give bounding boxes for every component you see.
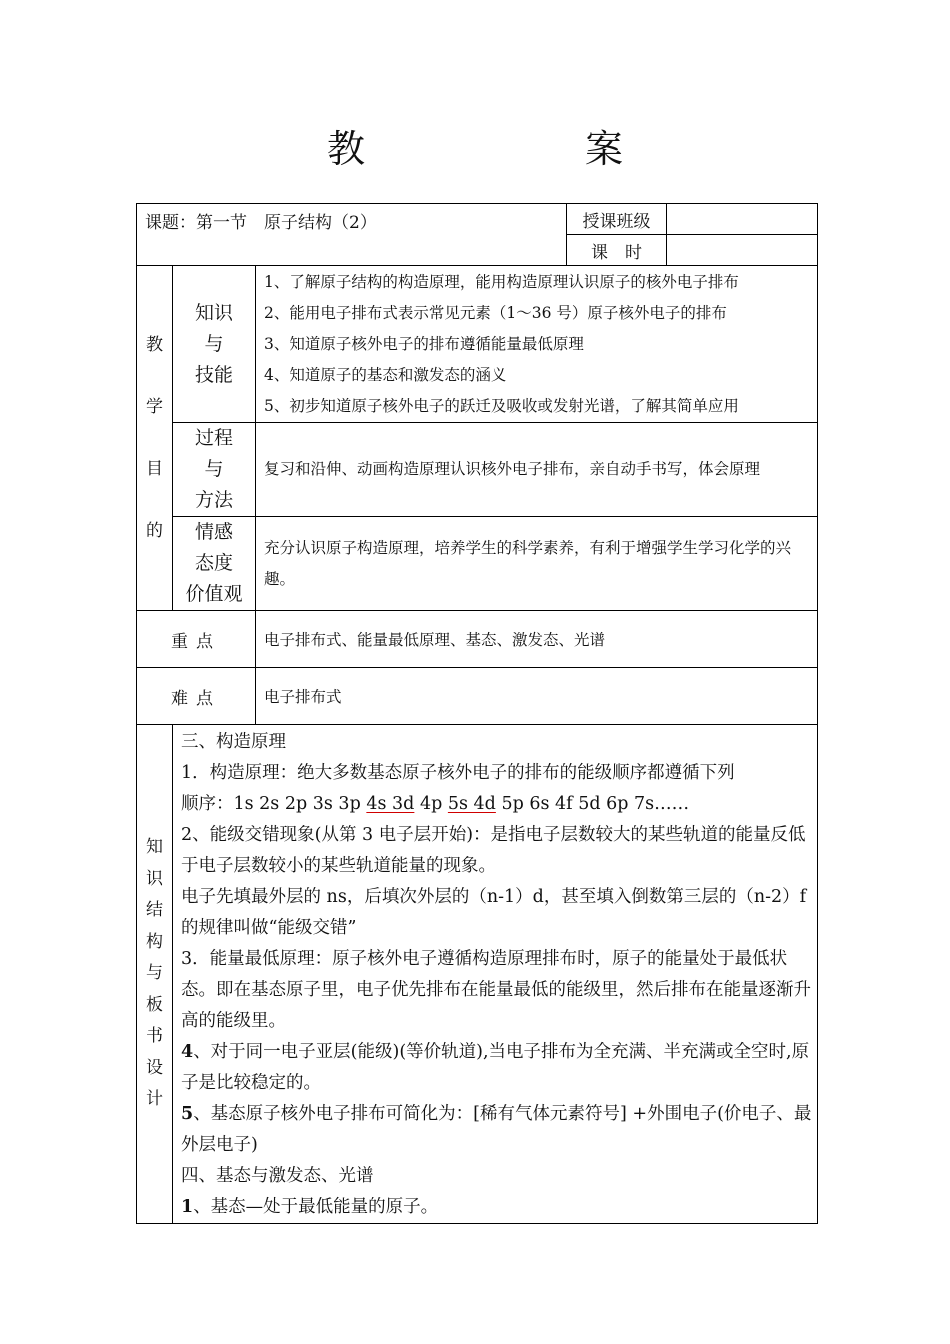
difficulty-row — [137, 668, 818, 725]
hours-label: 课 时 — [567, 235, 667, 266]
class-label: 授课班级 — [567, 204, 667, 235]
key-point-label: 重点 — [137, 611, 256, 668]
lesson-plan-table — [136, 203, 818, 1224]
board-content — [173, 725, 818, 1224]
order-part-b: 4p — [419, 794, 443, 814]
board-label: 知 识 结 构 与 板 书 设 计 — [137, 725, 173, 1224]
list-item: 5、初步知道原子核外电子的跃迁及吸收或发射光谱，了解其简单应用 — [264, 396, 739, 415]
process-text: 复习和沿伸、动画构造原理认识核外电子排布，亲自动手书写，体会原理 — [256, 423, 818, 517]
principle-line-1: 1．构造原理：绝大多数基态原子核外电子的排布的能级顺序都遵循下列 — [181, 763, 735, 783]
simplified-config-paragraph: 5、基态原子核外电子排布可简化为：[稀有气体元素符号] +外围电子(价电子、最外层电子) — [181, 1104, 812, 1155]
principle-order: 顺序：1s 2s 2p 3s 3p 4s 3d 4p 5s 4d 5p 6s 4f 5d 6p 7s…… — [181, 794, 690, 814]
order-part-a: 1s 2s 2p 3s 3p — [233, 794, 361, 814]
ground-state-paragraph: 1、基态—处于最低能量的原子。 — [181, 1197, 439, 1217]
lowest-energy-paragraph: 3．能量最低原理：原子核外电子遵循构造原理排布时，原子的能量处于最低状态。即在基态原子里，电子优先排布在能量最低的能级里，然后排布在能量逐渐升高的能级里。 — [181, 949, 811, 1031]
header-row-1 — [137, 204, 818, 235]
knowledge-label: 知识 与 技能 — [173, 266, 256, 423]
crossover-paragraph: 2、能级交错现象(从第 3 电子层开始)：是指电子层数较大的某些轨道的能量反低于电子层数较小的某些轨道能量的现象。 — [181, 825, 806, 876]
objective-process-row — [137, 423, 818, 517]
class-value[interactable] — [667, 204, 818, 235]
key-point-text: 电子排布式、能量最低原理、基态、激发态、光谱 — [256, 611, 818, 668]
crossover-rule: 电子先填最外层的 ns，后填次外层的（n-1）d，甚至填入倒数第三层的（n-2）f 的规律叫做“能级交错” — [181, 887, 807, 938]
list-item: 1、了解原子结构的构造原理，能用构造原理认识原子的核外电子排布 — [264, 272, 739, 291]
process-label: 过程 与 方法 — [173, 423, 256, 517]
order-underlined-2: 5s 4d — [447, 794, 496, 814]
list-item: 2、能用电子排布式表示常见元素（1～36 号）原子核外电子的排布 — [264, 303, 727, 322]
emotion-label: 情感 态度 价值观 — [173, 517, 256, 611]
knowledge-list — [256, 266, 818, 423]
topic-cell — [137, 204, 567, 266]
order-part-c: 5p 6s 4f 5d 6p 7s…… — [501, 794, 690, 814]
section-3-title: 三、构造原理 — [181, 732, 286, 752]
list-item: 4、知道原子的基态和激发态的涵义 — [264, 365, 507, 384]
board-design-row — [137, 725, 818, 1224]
stability-paragraph: 4、对于同一电子亚层(能级)(等价轨道),当电子排布为全充满、半充满或全空时,原子是比较稳定的。 — [181, 1042, 810, 1093]
objectives-label: 教 学 目 的 — [137, 266, 173, 611]
list-item: 3、知道原子核外电子的排布遵循能量最低原理 — [264, 334, 584, 353]
hours-value[interactable] — [667, 235, 818, 266]
key-point-row — [137, 611, 818, 668]
section-4-title: 四、基态与激发态、光谱 — [181, 1166, 374, 1186]
difficulty-label: 难点 — [137, 668, 256, 725]
objective-emotion-row — [137, 517, 818, 611]
page-title: 教 案 — [326, 127, 671, 171]
emotion-text: 充分认识原子构造原理，培养学生的科学素养，有利于增强学生学习化学的兴趣。 — [256, 517, 818, 611]
order-underlined-1: 4s 3d — [366, 794, 415, 814]
difficulty-text: 电子排布式 — [256, 668, 818, 725]
objective-knowledge-row — [137, 266, 818, 423]
topic-text: 课题：第一节 原子结构（2） — [145, 213, 377, 233]
